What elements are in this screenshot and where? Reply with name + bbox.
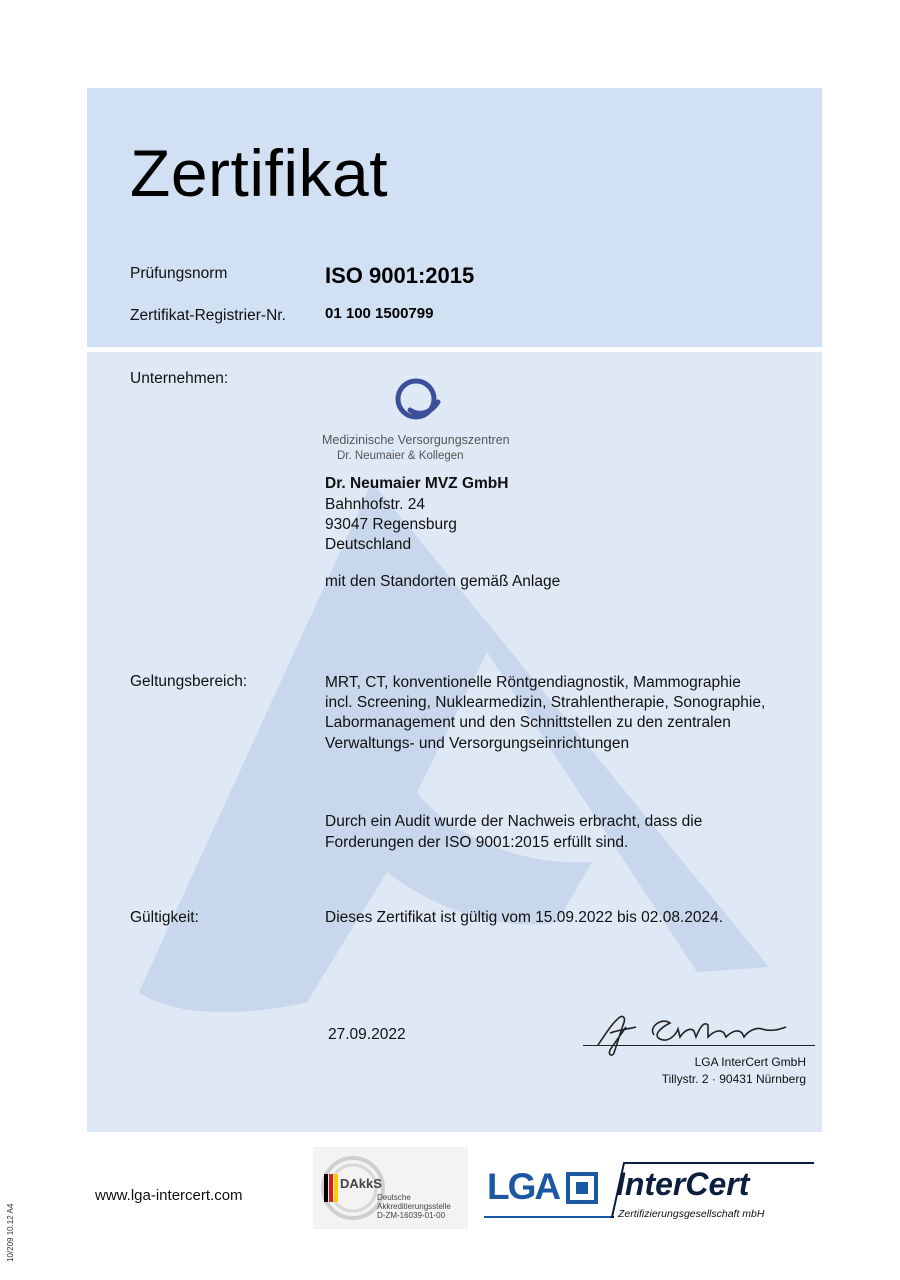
company-street: Bahnhofstr. 24: [325, 496, 425, 513]
scope-line: Labormanagement und den Schnittstellen zu den zentralen: [325, 714, 731, 731]
registration-value: 01 100 1500799: [325, 305, 434, 322]
registration-label: Zertifikat-Registrier-Nr.: [130, 307, 286, 324]
validity-text: Dieses Zertifikat ist gültig vom 15.09.2022 bis 02.08.2024.: [325, 909, 724, 926]
signature-line: [583, 1045, 815, 1046]
dakks-accreditation-number: D-ZM-16039-01-00: [377, 1211, 446, 1220]
company-country: Deutschland: [325, 536, 412, 553]
intercert-logo: InterCert: [616, 1166, 750, 1202]
form-code: 10/209 10.12 A4: [6, 1203, 15, 1262]
mvz-logo-icon: [388, 372, 448, 428]
website-link[interactable]: www.lga-intercert.com: [95, 1187, 243, 1204]
company-name: Dr. Neumaier MVZ GmbH: [325, 475, 509, 492]
intercert-subtitle: Zertifizierungsgesellschaft mbH: [618, 1208, 765, 1220]
audit-statement-line: Durch ein Audit wurde der Nachweis erbracht, dass die: [325, 813, 703, 830]
locations-note: mit den Standorten gemäß Anlage: [325, 573, 561, 590]
company-logo-subtext: Dr. Neumaier & Kollegen: [337, 450, 464, 462]
company-label: Unternehmen:: [130, 370, 229, 387]
company-logo-text: Medizinische Versorgungszentren: [322, 433, 510, 447]
scope-line: incl. Screening, Nuklearmedizin, Strahlentherapie, Sonographie,: [325, 694, 766, 711]
signature-icon: [590, 1005, 795, 1060]
standard-label: Prüfungsnorm: [130, 265, 228, 282]
audit-statement-line: Forderungen der ISO 9001:2015 erfüllt sind.: [325, 834, 629, 851]
issue-date: 27.09.2022: [328, 1026, 406, 1043]
issuer-address: Tillystr. 2 · 90431 Nürnberg: [661, 1072, 806, 1086]
lga-logo: LGA: [487, 1166, 560, 1207]
company-city: 93047 Regensburg: [325, 516, 457, 533]
scope-line: MRT, CT, konventionelle Röntgendiagnostik, Mammographie: [325, 674, 741, 691]
scope-line: Verwaltungs- und Versorgungseinrichtungen: [325, 735, 630, 752]
dakks-line: Deutsche: [377, 1193, 411, 1202]
dakks-name: DAkkS: [340, 1176, 382, 1191]
lga-box-icon: [566, 1172, 598, 1204]
dakks-line: Akkreditierungsstelle: [377, 1202, 451, 1211]
validity-label: Gültigkeit:: [130, 909, 199, 926]
issuer-name: LGA InterCert GmbH: [694, 1055, 806, 1069]
standard-value: ISO 9001:2015: [325, 263, 475, 288]
scope-label: Geltungsbereich:: [130, 673, 248, 690]
issuer-block: [662, 1054, 806, 1088]
certificate-title: Zertifikat: [130, 136, 389, 210]
